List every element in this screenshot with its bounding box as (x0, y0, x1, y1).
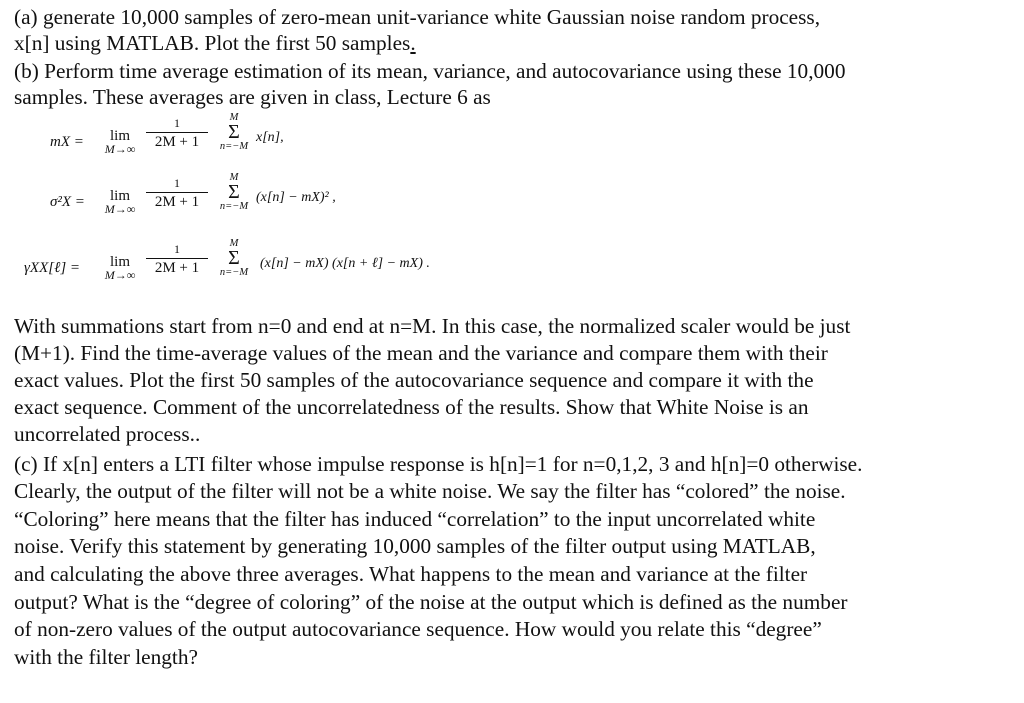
autocovariance-sum-lower: n=−M (219, 267, 249, 278)
part-a-line-2-text: x[n] using MATLAB. Plot the first 50 samples (14, 31, 411, 55)
part-c-line-3: “Coloring” here means that the filter has induced “correlation” to the input uncorrelated white (14, 507, 816, 531)
mean-limit-word: lim (109, 128, 130, 144)
mean-limit (94, 128, 146, 157)
part-b-intro-line-1: (b) Perform time average estimation of its mean, variance, and autocovariance using these 10,000 (14, 59, 846, 83)
part-c-line-2: Clearly, the output of the filter will not be a white noise. We say the filter has “colored” the noise. (14, 479, 846, 503)
part-a-line-1: (a) generate 10,000 samples of zero-mean unit-variance white Gaussian noise random process, (14, 5, 821, 29)
variance-numerator: 1 (174, 176, 180, 190)
mean-fraction-bar (146, 132, 208, 133)
variance-limit-word: lim (109, 188, 130, 204)
autocovariance-limit-sub: M→∞ (104, 268, 136, 282)
part-b-intro-line-2: samples. These averages are given in class, Lecture 6 as (14, 85, 491, 109)
part-c-line-5: and calculating the above three averages. What happens to the mean and variance at the filter (14, 562, 808, 586)
variance-fraction (144, 176, 210, 211)
autocovariance-denominator: 2M + 1 (154, 260, 200, 276)
part-c-line-6: output? What is the “degree of coloring” of the noise at the output which is defined as the number (14, 590, 848, 614)
part-c-line-7: of non-zero values of the output autocovariance sequence. How would you relate this “degree” (14, 617, 822, 641)
part-a-line-2-period: . (410, 31, 416, 55)
autocovariance-sum-upper: M (229, 238, 239, 249)
autocovariance-fraction (144, 242, 210, 277)
part-b-body-line-3: exact values. Plot the first 50 samples of the autocovariance sequence and compare it with the (14, 368, 814, 392)
part-b-body-line-1: With summations start from n=0 and end at n=M. In this case, the normalized scaler would be just (14, 314, 851, 338)
mean-rhs: x[n], (256, 130, 284, 145)
autocovariance-fraction-bar (146, 258, 208, 259)
autocovariance-limit-word: lim (109, 254, 130, 270)
variance-limit (94, 188, 146, 217)
variance-denominator: 2M + 1 (154, 194, 200, 210)
autocovariance-numerator: 1 (174, 242, 180, 256)
autocovariance-sum-sigma: Σ (228, 247, 240, 269)
variance-limit-sub: M→∞ (104, 202, 136, 216)
part-a-line-2 (14, 30, 960, 57)
mean-limit-sub: M→∞ (104, 142, 136, 156)
part-b-body-line-5: uncorrelated process.. (14, 422, 201, 446)
mean-sum-sigma: Σ (228, 121, 240, 143)
autocovariance-rhs: (x[n] − mX) (x[n + ℓ] − mX) . (260, 256, 430, 271)
mean-fraction (144, 116, 210, 151)
autocovariance-lhs: γXX[ℓ] = (24, 260, 81, 276)
variance-rhs: (x[n] − mX)² , (256, 190, 336, 205)
part-c-line-1: (c) If x[n] enters a LTI filter whose impulse response is h[n]=1 for n=0,1,2, 3 and h[n]=0 otherwise. (14, 452, 863, 476)
mean-lhs: mX = (50, 134, 84, 150)
part-b-body-line-4: exact sequence. Comment of the uncorrelatedness of the results. Show that White Noise is an (14, 395, 809, 419)
variance-sum-sigma: Σ (228, 181, 240, 203)
part-c-line-8: with the filter length? (14, 645, 198, 669)
mean-summation (214, 112, 254, 152)
mean-numerator: 1 (174, 116, 180, 130)
variance-fraction-bar (146, 192, 208, 193)
mean-denominator: 2M + 1 (154, 134, 200, 150)
autocovariance-summation (214, 238, 254, 278)
variance-summation (214, 172, 254, 212)
part-b-body-line-2: (M+1). Find the time-average values of the mean and the variance and compare them with their (14, 341, 828, 365)
variance-sum-upper: M (229, 172, 239, 183)
autocovariance-limit (94, 254, 146, 283)
variance-sum-lower: n=−M (219, 201, 249, 212)
mean-sum-upper: M (229, 112, 239, 123)
variance-lhs: σ²X = (50, 194, 85, 210)
mean-sum-lower: n=−M (219, 141, 249, 152)
part-c-line-4: noise. Verify this statement by generating 10,000 samples of the filter output using MATLAB, (14, 534, 816, 558)
